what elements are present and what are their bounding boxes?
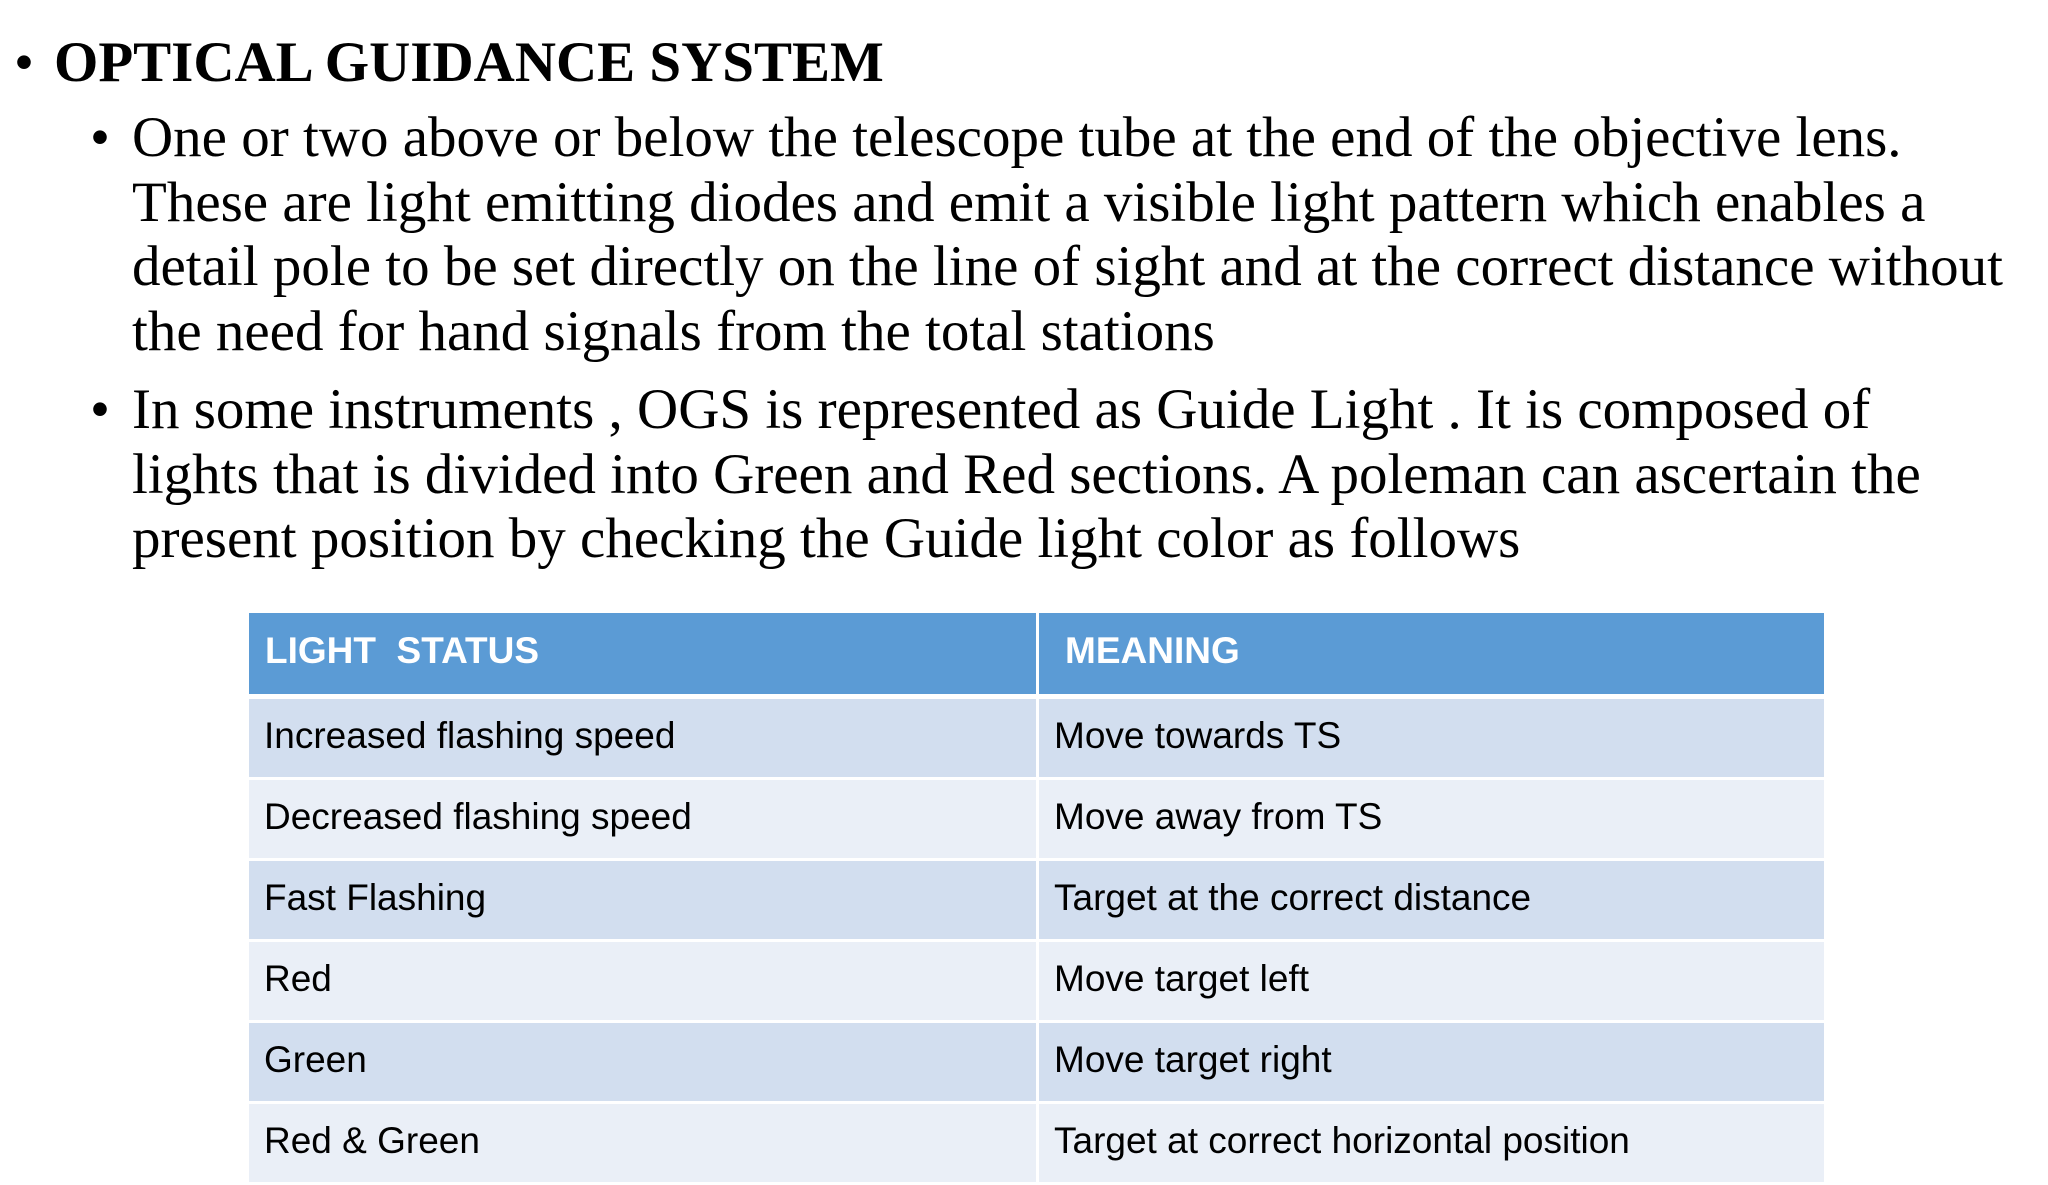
light-status-cell: Decreased flashing speed: [248, 779, 1038, 860]
header-light-status: LIGHT STATUS: [248, 612, 1038, 697]
bullet-glyph: •: [90, 106, 110, 169]
table-row: [248, 1022, 1826, 1103]
meaning-cell: Target at correct horizontal position: [1038, 1103, 1826, 1184]
light-status-cell: Fast Flashing: [248, 860, 1038, 941]
meaning-cell: Move towards TS: [1038, 697, 1826, 779]
table-row: [248, 697, 1826, 779]
bullet-glyph: •: [90, 378, 110, 441]
bullet-text-1: One or two above or below the telescope tube at the end of the objective lens. These are light emitting diodes and emit a visible light pattern which enables a detail pole to be set directly on the line of sight and at the correct distance without the need for hand signals from the total stations: [132, 106, 2003, 363]
slide-title: OPTICAL GUIDANCE SYSTEM: [54, 31, 884, 94]
header-meaning: MEANING: [1038, 612, 1826, 697]
light-status-cell: Increased flashing speed: [248, 697, 1038, 779]
light-status-table: [246, 610, 1827, 1185]
meaning-cell: Move target right: [1038, 1022, 1826, 1103]
table-row: [248, 941, 1826, 1022]
light-status-cell: Red & Green: [248, 1103, 1038, 1184]
meaning-cell: Target at the correct distance: [1038, 860, 1826, 941]
bullet-text-2: In some instruments , OGS is represented as Guide Light . It is composed of lights that is divided into Green and Red sections. A poleman can ascertain the present position by checking the Guide light color as follows: [132, 378, 1921, 570]
bullet-glyph: •: [14, 31, 34, 94]
bullet-item-2: [90, 378, 2010, 572]
table-header-row: [248, 612, 1826, 697]
slide-title-row: [14, 28, 884, 98]
table-row: [248, 860, 1826, 941]
meaning-cell: Move target left: [1038, 941, 1826, 1022]
table-row: [248, 1103, 1826, 1184]
meaning-cell: Move away from TS: [1038, 779, 1826, 860]
light-status-cell: Red: [248, 941, 1038, 1022]
bullet-item-1: [90, 106, 2010, 364]
light-status-cell: Green: [248, 1022, 1038, 1103]
table-row: [248, 779, 1826, 860]
